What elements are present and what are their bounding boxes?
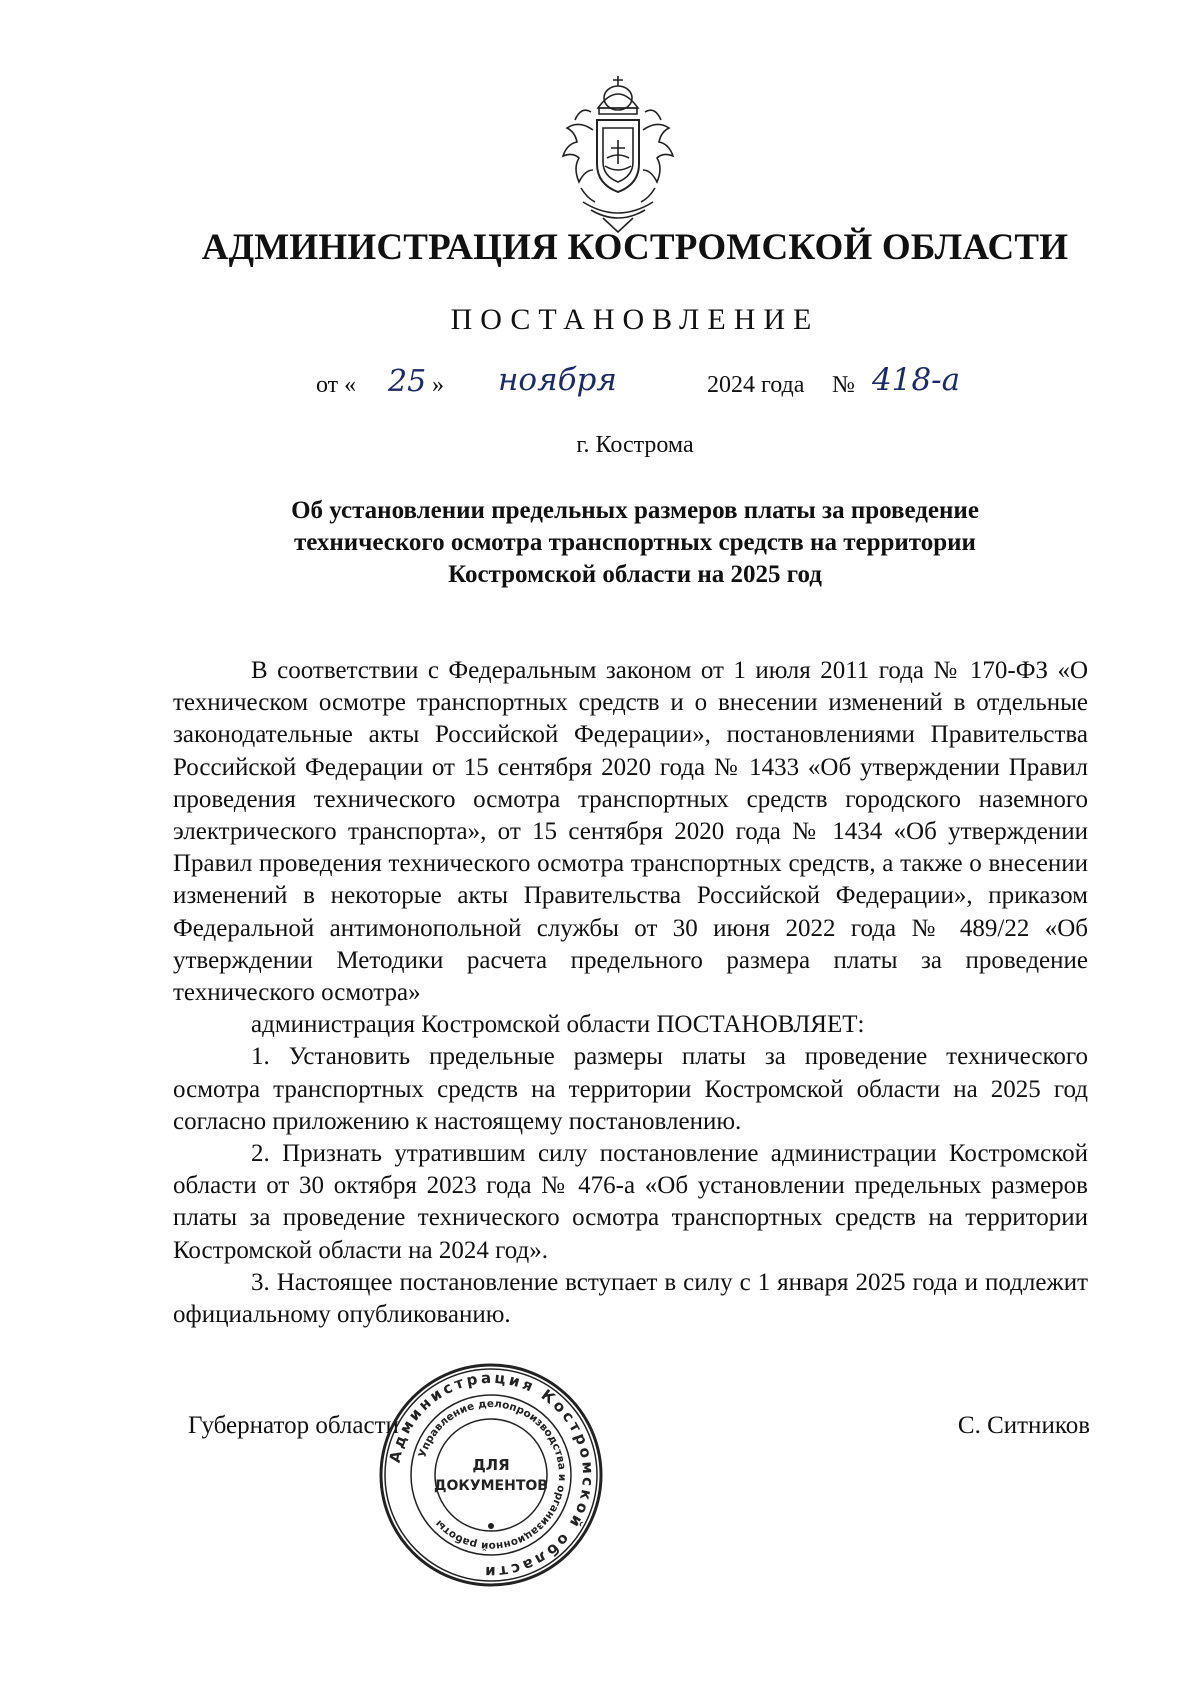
number-sign: № — [832, 372, 855, 398]
date-prefix: от « — [316, 372, 357, 398]
signer-name: С. Ситников — [957, 1412, 1090, 1439]
document-subject — [170, 495, 1100, 591]
organization-title: АДМИНИСТРАЦИЯ КОСТРОМСКОЙ ОБЛАСТИ — [201, 227, 1069, 268]
date-number-line — [0, 362, 1200, 412]
subject-line: Костромской области на 2025 год — [448, 561, 822, 588]
signer-position: Губернатор области — [188, 1412, 399, 1439]
item-3-paragraph: 3. Настоящее постановление вступает в силу с 1 января 2025 года и подлежит официальному опубликованию. — [173, 1268, 1088, 1329]
document-body — [173, 655, 1088, 1331]
document-number-handwritten: 418-а — [872, 362, 961, 398]
subject-line: Об установлении предельных размеров платы за проведение — [291, 497, 979, 524]
date-year: 2024 года — [707, 372, 805, 398]
official-stamp-icon — [376, 1360, 606, 1590]
date-day-handwritten: 25 — [388, 364, 427, 399]
city: г. Кострома — [576, 432, 694, 458]
stamp-center-line2: ДОКУМЕНТОВ — [434, 1478, 548, 1494]
coat-of-arms-icon — [553, 70, 683, 240]
document-type: ПОСТАНОВЛЕНИЕ — [450, 303, 820, 336]
date-quote-close: » — [432, 372, 444, 398]
svg-text:Управление делопроизводства и — [416, 1398, 568, 1552]
stamp-outer-text: Администрация Костромской области — [385, 1368, 598, 1582]
subject-line: технического осмотра транспортных средств на территории — [294, 529, 976, 556]
date-month-handwritten: ноября — [498, 362, 617, 398]
item-1-paragraph: 1. Установить предельные размеры платы за проведение технического осмотра транспортных средств на территории Костромской области на 2025 год согласно приложению к настоящему постановлению. — [173, 1043, 1088, 1135]
stamp-center-line1: ДЛЯ — [472, 1456, 510, 1474]
resolves-paragraph: администрация Костромской области ПОСТАНОВЛЯЕТ: — [251, 1011, 865, 1039]
preamble-paragraph: В соответствии с Федеральным законом от 1 июля 2011 года № 170-ФЗ «О техническом осмотре транспортных средств и о внесении изменений в отдельные законодательные акты Российской Федерации», постановлениями Правительства Российской Федерации от 15 сентября 2020 года № 1433 «Об утверждении Правил проведения технического осмотра транспортных средств городского наземного электрического транспорта», от 15 сентября 2020 года № 1434 «Об утверждении Правил проведения технического осмотра транспортных средств, а также о внесении изменений в некоторые акты Правительства Российской Федерации», приказом Федеральной антимонопольной службы от 30 июня 2022 года № 489/22 «Об утверждении Методики расчета предельного размера платы за проведение технического осмотра» — [173, 657, 1088, 1007]
stamp-inner-text: Управление делопроизводства и организационной работы — [416, 1397, 569, 1553]
item-2-paragraph: 2. Признать утратившим силу постановление администрации Костромской области от 30 октября 2023 года № 476-а «Об установлении предельных размеров платы за проведение технического осмотра транспортных средств на территории Костромской области на 2024 год». — [173, 1140, 1088, 1264]
